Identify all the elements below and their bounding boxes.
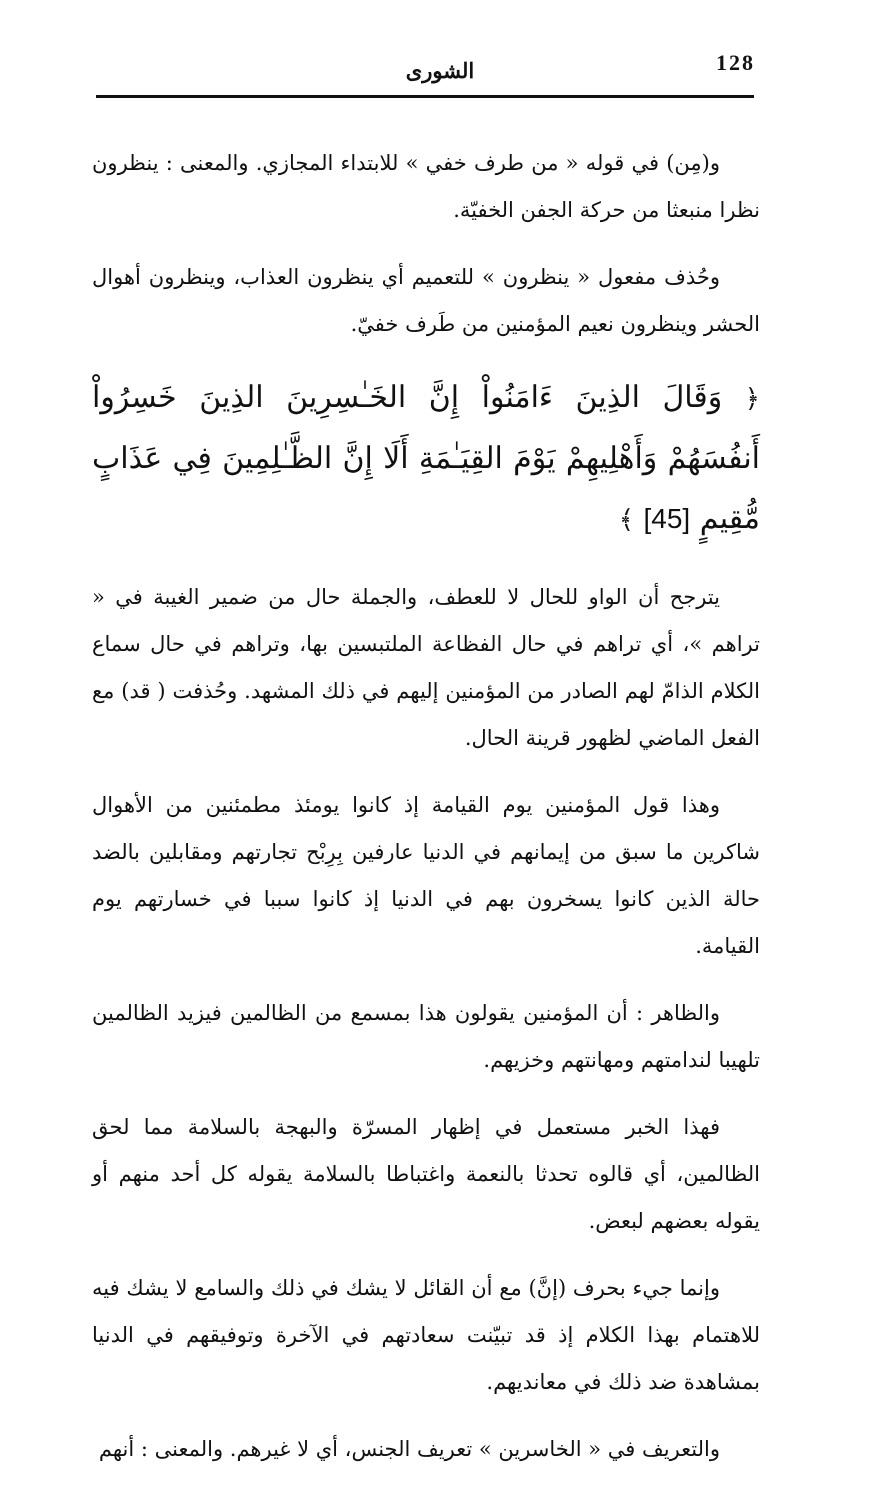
verse-close-mark: ﴾ [618, 505, 634, 535]
paragraph-1: و(مِن) في قوله « من طرف خفي » للابتداء المجازي. والمعنى : ينظرون نظرا منبعثا من حركة الجفن الخفيّة. [92, 151, 760, 222]
verse-number: [45] [643, 503, 691, 534]
commentary-paragraph-1: يترجح أن الواو للحال لا للعطف، والجملة حال من ضمير الغيبة في « تراهم »، أي تراهم في حال الفظاعة الملتبسين بها، وتراهم في حال سماع الكلام الذامّ لهم الصادر من المؤمنين إليهم في ذلك المشهد. وحُذفت ( قد) مع الفعل الماضي لظهور قرينة الحال. [92, 585, 760, 750]
page-body [92, 140, 760, 1493]
commentary-paragraph-3: والظاهر : أن المؤمنين يقولون هذا بمسمع من الظالمين فيزيد الظالمين تلهيبا لندامتهم ومهانتهم وخزيهم. [92, 1001, 760, 1072]
quran-verse [92, 368, 760, 550]
commentary-paragraph-5: وإنما جيء بحرف (إنَّ) مع أن القائل لا يشك في ذلك والسامع لا يشك فيه للاهتمام بهذا الكلام إذ قد تبيّنت سعادتهم في الآخرة وتوفيقهم في الدنيا بمشاهدة ضد ذلك في معانديهم. [92, 1276, 760, 1394]
paragraph-2: وحُذف مفعول « ينظرون » للتعميم أي ينظرون العذاب، وينظرون أهوال الحشر وينظرون نعيم المؤمنين من طَرف خفيّ. [92, 265, 760, 336]
commentary-paragraph-6: والتعريف في « الخاسرين » تعريف الجنس، أي لا غيرهم. والمعنى : أنهم [98, 1437, 720, 1461]
verse-open-mark: ﴿ [744, 384, 760, 414]
page-number: 128 [716, 50, 755, 75]
page-title: الشورى [405, 58, 475, 83]
commentary-paragraph-4: فهذا الخبر مستعمل في إظهار المسرّة والبهجة بالسلامة مما لحق الظالمين، أي قالوه تحدثا بالنعمة واغتباطا بالسلامة يقوله كل أحد منهم أو يقوله بعضهم لبعض. [92, 1115, 760, 1233]
verse-text: وَقَالَ الذِينَ ءَامَنُواْ إِنَّ الخَـٰسِرِينَ الذِينَ خَسِرُواْ أَنفُسَهُمْ وَأَهْلِيهِمْ يَوْمَ القِيَـٰمَةِ أَلَا إِنَّ الظَّـٰلِمِينَ فِي عَذَابٍ مُّقِيمٍ [92, 380, 760, 536]
commentary-paragraph-2: وهذا قول المؤمنين يوم القيامة إذ كانوا يومئذ مطمئنين من الأهوال شاكرين ما سبق من إيمانهم في الدنيا عارفين بِرِبْح تجارتهم ومقابلين بالضد حالة الذين كانوا يسخرون بهم في الدنيا إذ كانوا سببا في خسارتهم يوم القيامة. [92, 793, 760, 958]
header-rule [96, 95, 754, 98]
